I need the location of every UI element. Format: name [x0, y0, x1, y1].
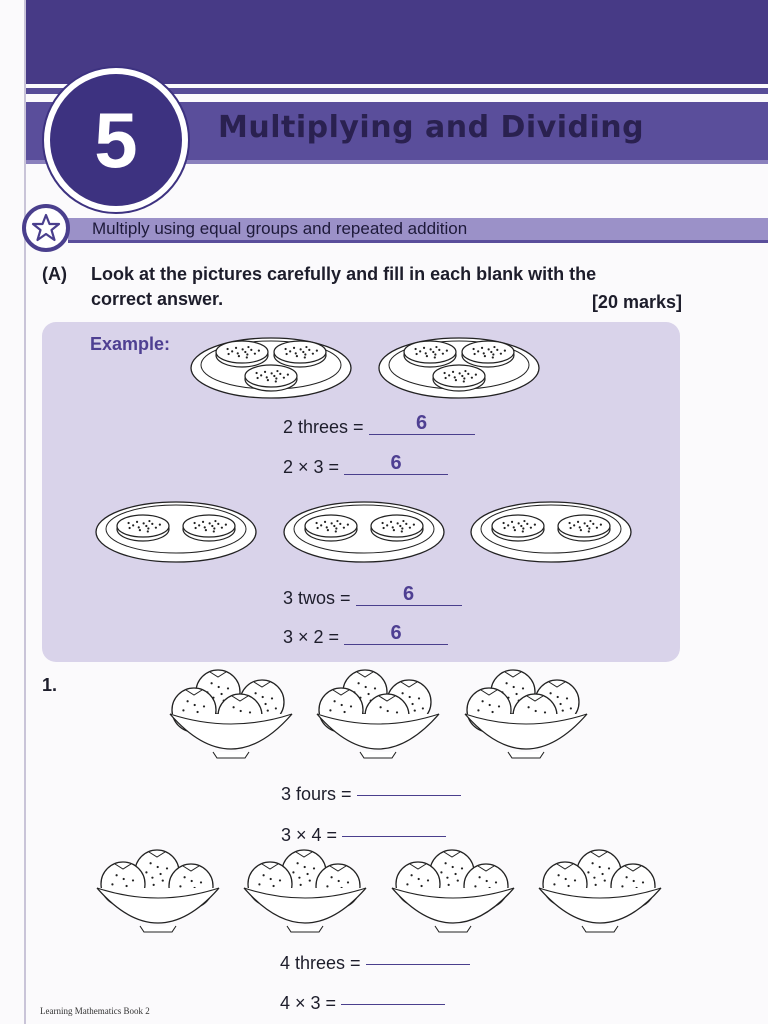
- answer-blank[interactable]: 6: [369, 412, 475, 435]
- answer-blank[interactable]: [357, 773, 461, 796]
- equation-text: 3 × 2 =: [283, 627, 340, 647]
- example-equation-3: [283, 583, 462, 610]
- answer-blank[interactable]: [366, 942, 470, 965]
- plate-two-biscuits-icon: [470, 496, 632, 566]
- equation-text: 4 × 3 =: [280, 993, 337, 1013]
- example-box: [42, 322, 680, 662]
- footer-text: Learning Mathematics Book 2: [40, 1006, 150, 1016]
- plate-three-biscuits-icon: [190, 332, 352, 402]
- star-icon: [22, 204, 70, 252]
- example-equation-2: [283, 452, 448, 479]
- bowl-four-strawberries-icon: [461, 674, 591, 762]
- answer-blank[interactable]: 6: [344, 452, 448, 475]
- equation-text: 2 threes =: [283, 417, 364, 437]
- bowl-three-strawberries-icon: [535, 848, 665, 934]
- equation-text: 3 × 4 =: [281, 825, 338, 845]
- chapter-badge: [44, 68, 188, 212]
- bowl-three-strawberries-icon: [240, 848, 370, 934]
- example-label: Example:: [90, 334, 171, 354]
- section-title: Multiply using equal groups and repeated addition: [92, 219, 468, 238]
- question-equation-4: [280, 986, 445, 1014]
- question-equation-3: [280, 946, 470, 974]
- marks-label: [20 marks]: [591, 292, 682, 312]
- plate-two-biscuits-icon: [283, 496, 445, 566]
- plate-two-biscuits-icon: [95, 496, 257, 566]
- example-equation-1: [283, 412, 475, 439]
- question-equation-1: [281, 777, 461, 805]
- example-equation-4: [283, 622, 448, 649]
- bowl-three-strawberries-icon: [388, 848, 518, 934]
- section-bar-underline: [68, 240, 768, 243]
- bowl-three-strawberries-icon: [93, 848, 223, 934]
- plate-three-biscuits-icon: [378, 332, 540, 402]
- chapter-number: 5: [94, 95, 138, 184]
- answer-blank[interactable]: [341, 982, 445, 1005]
- answer-blank[interactable]: [342, 814, 446, 837]
- equation-text: 3 twos =: [283, 588, 351, 608]
- equation-text: 2 × 3 =: [283, 457, 340, 477]
- bowl-four-strawberries-icon: [313, 674, 443, 762]
- instruction-line-1: Look at the pictures carefully and fill in each blank with the: [91, 264, 597, 284]
- question-equation-2: [281, 818, 446, 846]
- question-number: 1.: [42, 675, 58, 695]
- chapter-title: Multiplying and Dividing: [218, 110, 645, 145]
- part-label: (A): [42, 264, 67, 284]
- answer-blank[interactable]: 6: [356, 583, 462, 606]
- equation-text: 3 fours =: [281, 784, 352, 804]
- bowl-four-strawberries-icon: [166, 674, 296, 762]
- instruction-line-2: correct answer.: [91, 289, 224, 309]
- answer-blank[interactable]: 6: [344, 622, 448, 645]
- equation-text: 4 threes =: [280, 953, 361, 973]
